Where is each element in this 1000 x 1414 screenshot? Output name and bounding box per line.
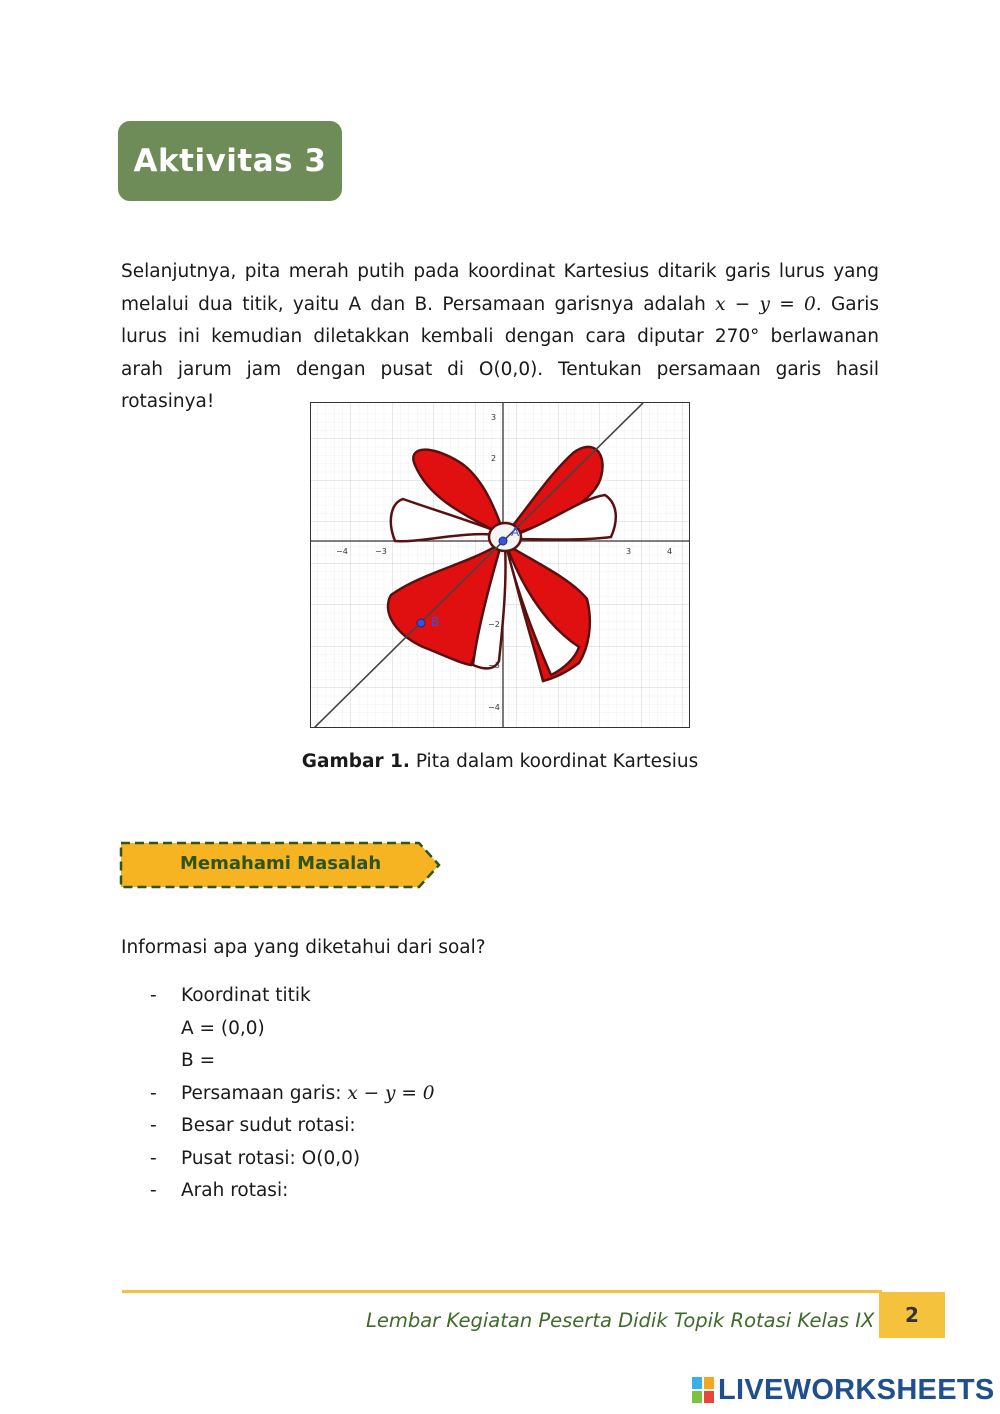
y-tick: 3 (491, 413, 497, 422)
list-item: B = (181, 1050, 216, 1071)
x-tick: −3 (375, 547, 387, 556)
brand-name: LIVEWORKSHEETS (718, 1373, 995, 1406)
known-list (150, 980, 435, 1208)
point-a (499, 537, 507, 545)
y-tick: −3 (488, 661, 500, 670)
list-item: - Besar sudut rotasi: (150, 1115, 356, 1136)
y-tick: −2 (488, 620, 500, 629)
list-item: - Koordinat titik (150, 985, 311, 1006)
x-tick: −4 (336, 547, 348, 556)
equation: x − y = 0. (715, 293, 822, 315)
list-item: - Arah rotasi: (150, 1180, 289, 1201)
x-tick: 3 (626, 547, 632, 556)
brand-icon (692, 1377, 714, 1403)
y-tick: 2 (491, 454, 497, 463)
brand-logo (692, 1374, 995, 1406)
figure-caption: Gambar 1. Pita dalam koordinat Kartesius (301, 751, 699, 772)
point-a-label: A (511, 525, 520, 539)
list-item: - Persamaan garis: x − y = 0 (150, 1082, 435, 1104)
problem-text: Selanjutnya, pita merah putih pada koordinat Kartesius ditarik garis lurus yang melalui dua titik, yaitu A dan B. Persamaan garisnya adalah x − y = 0. Garis lurus ini kemudian diletakkan kembali dengan cara diputar 270° berlawanan arah jarum jam dengan pusat di O(0,0). Tentukan persamaan garis hasil rotasinya! (121, 261, 879, 412)
x-tick: 4 (667, 547, 673, 556)
point-b (417, 619, 425, 627)
activity-title: Aktivitas 3 (118, 121, 342, 201)
list-item: A = (0,0) (181, 1017, 265, 1039)
cartesian-ribbon-figure (310, 402, 690, 728)
page-number: 2 (879, 1292, 945, 1338)
section-banner-label: Memahami Masalah (180, 853, 382, 874)
y-tick: −4 (488, 703, 500, 712)
footer-divider (122, 1290, 882, 1293)
point-b-label: B (431, 615, 440, 629)
question-text: Informasi apa yang diketahui dari soal? (121, 937, 486, 958)
list-item: - Pusat rotasi: O(0,0) (150, 1147, 361, 1169)
footer-text: Lembar Kegiatan Peserta Didik Topik Rotasi Kelas IX (366, 1309, 875, 1332)
